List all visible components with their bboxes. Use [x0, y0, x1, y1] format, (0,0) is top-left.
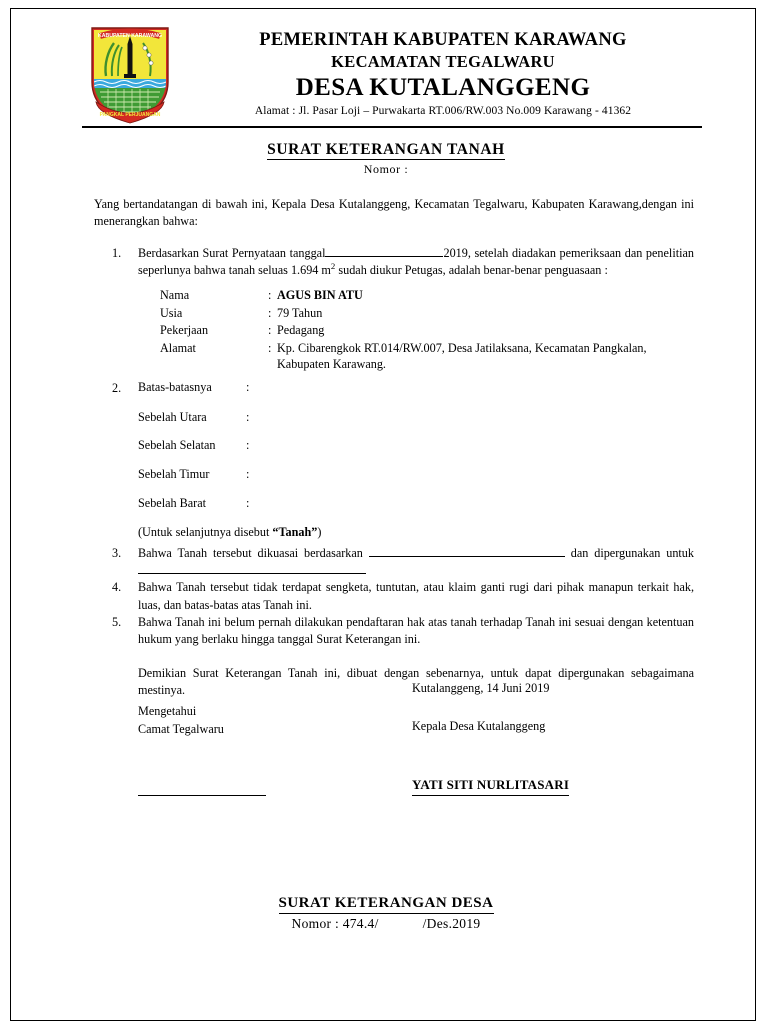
footer-number-suffix: /Des.2019 — [422, 915, 481, 931]
boundary-label-utara: Sebelah Utara — [138, 409, 207, 424]
footer-number — [0, 916, 772, 932]
ownership-basis-blank[interactable] — [369, 545, 565, 557]
footer-block — [0, 894, 772, 932]
clause-1-part-a: Berdasarkan Surat Pernyataan tanggal — [138, 245, 326, 260]
clause-item-3 — [94, 545, 694, 580]
land-alias-line — [138, 525, 694, 541]
camat-signature-line[interactable] — [138, 784, 266, 802]
opening-paragraph: Yang bertandatangan di bawah ini, Kepala Desa Kutalanggeng, Kecamatan Tegalwaru, Kabupaten Karawang,dengan ini menerangkan bahwa: — [94, 197, 694, 229]
statement-date-blank[interactable] — [325, 245, 443, 257]
identity-value-usia: 79 Tahun — [277, 305, 323, 320]
identity-label-pekerjaan: Pekerjaan — [160, 323, 209, 338]
camat-name-blank[interactable] — [138, 784, 266, 796]
alias-suffix: ) — [317, 524, 322, 539]
letterhead-divider — [82, 126, 702, 128]
place-and-date: Kutalanggeng, 14 Juni 2019 — [412, 681, 550, 695]
acknowledged-by-label: Mengetahui — [138, 704, 197, 718]
village-head-name: YATI SITI NURLITASARI — [412, 776, 569, 796]
clause-3-text — [138, 545, 694, 580]
clause-number-4: 4. — [112, 580, 122, 595]
letterhead-text — [182, 30, 704, 119]
boundary-value-selatan[interactable] — [255, 438, 675, 467]
page-title: SURAT KETERANGAN TANAH — [267, 140, 505, 160]
clause-number-5: 5. — [112, 615, 122, 630]
boundaries-row-heading — [138, 380, 675, 410]
district-line: KECAMATAN TEGALWARU — [331, 51, 555, 71]
government-line: PEMERINTAH KABUPATEN KARAWANG — [259, 30, 627, 50]
land-use-blank[interactable] — [138, 562, 366, 574]
document-body — [94, 196, 694, 699]
boundaries-label: Batas-batasnya — [138, 379, 212, 394]
identity-value-alamat: Kp. Cibarengkok RT.014/RW.007, Desa Jatilaksana, Kecamatan Pangkalan, Kabupaten Karawang. — [277, 340, 647, 372]
clause-5-text: Bahwa Tanah ini belum pernah dilakukan pendaftaran hak atas tanah terhadap Tanah ini sesuai dengan ketentuan hukum yang berlaku hingga tanggal Surat Keterangan ini. — [138, 615, 694, 647]
identity-label-nama: Nama — [160, 288, 190, 303]
document-number-label: Nomor : — [363, 162, 409, 177]
identity-colon-alamat: : — [268, 340, 272, 355]
clause-1-part-c: sudah diukur Petugas, adalah benar-benar penguasaan : — [335, 262, 608, 277]
camat-title: Camat Tegalwaru — [138, 721, 224, 736]
boundary-row-utara — [138, 410, 675, 439]
boundary-row-selatan — [138, 438, 675, 467]
karawang-regency-emblem-icon — [88, 24, 172, 124]
boundaries-value[interactable] — [255, 380, 675, 410]
clause-item-4 — [94, 579, 694, 614]
signature-right-title: Kepala Desa Kutalanggeng — [412, 719, 546, 733]
document-title-block — [0, 140, 772, 177]
boundary-colon-barat: : — [246, 496, 250, 511]
boundaries-colon: : — [246, 379, 250, 394]
footer-title: SURAT KETERANGAN DESA — [279, 894, 494, 914]
identity-value-nama: AGUS BIN ATU — [277, 288, 363, 303]
identity-label-usia: Usia — [160, 305, 183, 320]
boundary-row-timur — [138, 467, 675, 496]
closing-paragraph: Demikian Surat Keterangan Tanah ini, dibuat dengan sebenarnya, untuk dapat dipergunakan sebagaimana mestinya. — [138, 665, 694, 698]
svg-text:PANGKAL PERJUANGAN: PANGKAL PERJUANGAN — [99, 112, 161, 118]
clause-list — [94, 245, 694, 649]
svg-text:KABUPATEN KARAWANG: KABUPATEN KARAWANG — [97, 33, 163, 39]
identity-row-alamat — [160, 340, 647, 374]
boundaries-table — [138, 380, 675, 525]
signature-left-column — [138, 703, 224, 738]
boundary-value-barat[interactable] — [255, 496, 675, 525]
boundary-label-timur: Sebelah Timur — [138, 467, 210, 482]
boundary-colon-utara: : — [246, 409, 250, 424]
area-unit-exponent: 2 — [330, 260, 336, 271]
clause-number-1: 1. — [112, 245, 122, 260]
identity-row-pekerjaan — [160, 322, 647, 339]
boundary-row-barat — [138, 496, 675, 525]
clause-4-text: Bahwa Tanah tersebut tidak terdapat sengketa, tuntutan, atau klaim ganti rugi dari pihak manapun terkait hak, luas, dan batas-batas atas Tanah ini. — [138, 580, 694, 612]
identity-value-pekerjaan: Pedagang — [277, 323, 325, 338]
clause-3-part-b: dan dipergunakan untuk — [570, 545, 694, 560]
identity-label-alamat: Alamat — [160, 340, 196, 355]
owner-identity-table — [160, 287, 647, 373]
identity-row-usia — [160, 305, 647, 322]
clause-item-5 — [94, 614, 694, 649]
boundary-colon-timur: : — [246, 467, 250, 482]
alias-term: “Tanah” — [272, 524, 318, 539]
clause-number-2: 2. — [112, 380, 122, 395]
clause-item-1 — [94, 245, 694, 374]
clause-number-3: 3. — [112, 545, 122, 560]
identity-row-nama — [160, 287, 647, 304]
boundary-value-utara[interactable] — [255, 410, 675, 439]
clause-3-part-a: Bahwa Tanah tersebut dikuasai berdasarkan — [138, 545, 363, 560]
village-line: DESA KUTALANGGENG — [295, 73, 591, 101]
letterhead — [78, 22, 704, 127]
clause-item-2 — [94, 380, 694, 541]
boundary-label-selatan: Sebelah Selatan — [138, 438, 216, 453]
alias-prefix: (Untuk selanjutnya disebut — [138, 524, 273, 539]
identity-colon-pekerjaan: : — [268, 323, 272, 338]
identity-colon-nama: : — [268, 288, 272, 303]
boundary-label-barat: Sebelah Barat — [138, 496, 207, 511]
clause-1-part-b: 2019, setelah diadakan pemeriksaan dan penelitian seperlunya bahwa tanah seluas 1.694 m — [138, 245, 694, 277]
office-address: Alamat : Jl. Pasar Loji – Purwakarta RT.006/RW.003 No.009 Karawang - 41362 — [254, 105, 632, 118]
boundary-colon-selatan: : — [246, 438, 250, 453]
clause-1-text — [138, 245, 694, 280]
boundary-value-timur[interactable] — [255, 467, 675, 496]
identity-colon-usia: : — [268, 305, 272, 320]
footer-number-prefix: Nomor : 474.4/ — [291, 915, 379, 931]
